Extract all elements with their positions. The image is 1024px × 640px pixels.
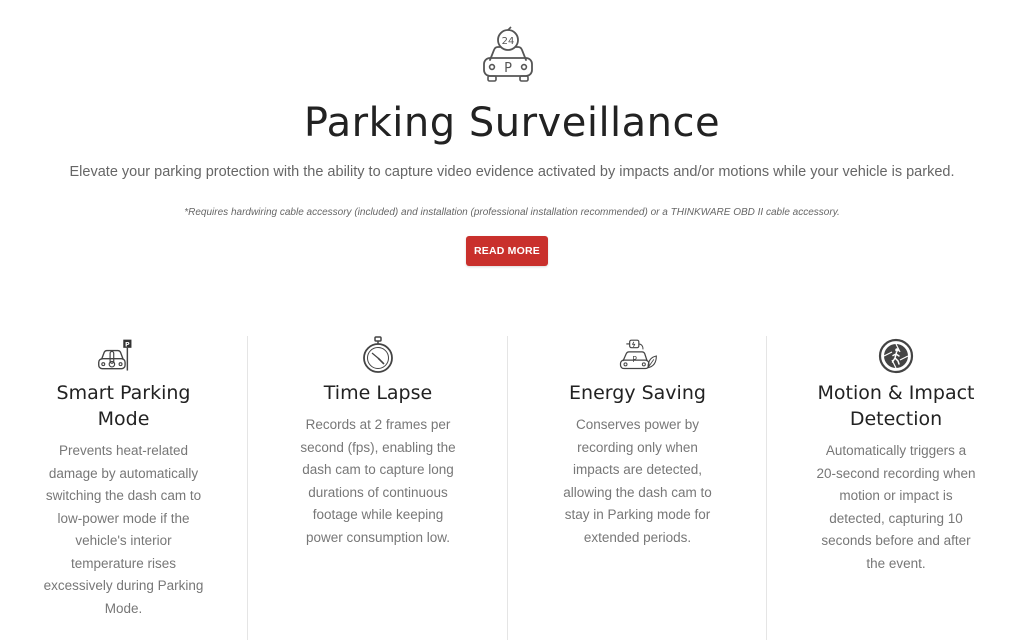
car-parking-24h-icon [476,24,540,88]
stopwatch-icon [358,336,398,376]
feature-description: Records at 2 frames per second (fps), enabling the dash cam to capture long durations of continuous footage while keeping power consumption low. [300,417,456,545]
feature-title: Time Lapse [323,382,433,404]
hero-subtitle: Elevate your parking protection with the ability to capture video evidence activated by impacts and/or motions while your vehicle is parked. [69,164,955,180]
feature-title: Motion & Impact Detection [817,382,975,430]
svg-text:P: P [125,341,130,349]
svg-text:P: P [631,354,637,364]
feature-description: Prevents heat-related damage by automatically switching the dash cam to low-power mode if the vehicle's interior temperature rises excessively during Parking Mode. [43,443,204,616]
feature-energy-saving [507,336,767,640]
feature-title: Energy Saving [569,382,706,404]
feature-motion-impact-detection [766,336,1024,640]
parking-letter: P [504,61,512,76]
camera-shutter-walking-person-icon [876,336,916,376]
badge-24-text: 24 [501,36,515,47]
feature-time-lapse [247,336,508,640]
feature-title: Smart Parking Mode [56,382,191,430]
feature-smart-parking-mode [0,336,247,640]
feature-description: Automatically triggers a 20-second recording when motion or impact is detected, capturing 10 seconds before and after the event. [816,443,976,571]
feature-grid [0,336,1024,640]
requirements-note: *Requires hardwiring cable accessory (included) and installation (professional installation recommended) or a THINKWARE OBD II cable accessory. [184,207,840,218]
page-title: Parking Surveillance [303,100,721,146]
eco-car-plug-icon [618,336,658,376]
read-more-button[interactable]: READ MORE [466,236,548,266]
feature-description: Conserves power by recording only when impacts are detected, allowing the dash cam to stay in Parking mode for extended periods. [563,417,712,545]
car-thermometer-parking-icon [96,336,136,376]
